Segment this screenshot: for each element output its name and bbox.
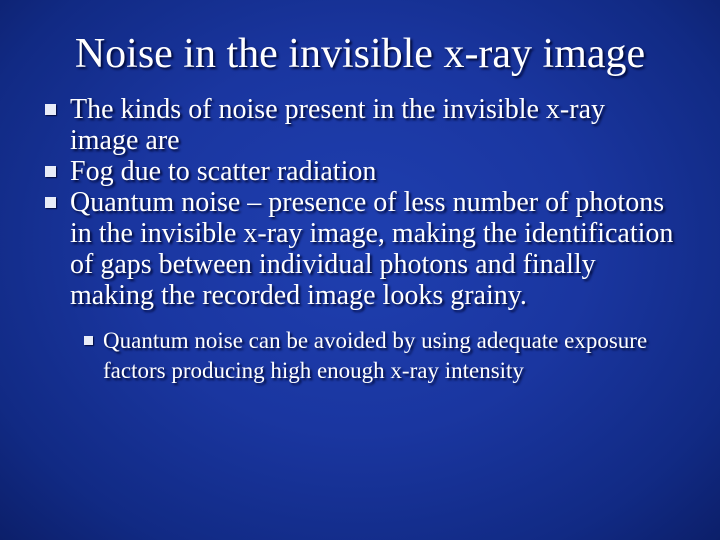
bullet-item <box>0 187 720 311</box>
square-bullet-icon <box>45 104 56 115</box>
sub-bullet-text: Quantum noise can be avoided by using adequate exposure factors producing high enough x-ray intensity <box>103 328 648 383</box>
square-bullet-icon <box>45 197 56 208</box>
square-bullet-icon <box>45 166 56 177</box>
bullet-text: Fog due to scatter radiation <box>70 156 377 187</box>
square-bullet-icon <box>84 336 93 345</box>
bullet-text: Quantum noise – presence of less number of photons in the invisible x-ray image, making the identification of gaps between individual photons and finally making the recorded image looks grainy. <box>70 187 674 311</box>
bullet-list <box>0 94 720 386</box>
bullet-item <box>0 156 720 187</box>
slide-title: Noise in the invisible x-ray image <box>74 31 646 77</box>
bullet-item <box>0 94 720 156</box>
sub-bullet-item <box>0 326 720 386</box>
bullet-text: The kinds of noise present in the invisible x-ray image are <box>70 94 605 156</box>
